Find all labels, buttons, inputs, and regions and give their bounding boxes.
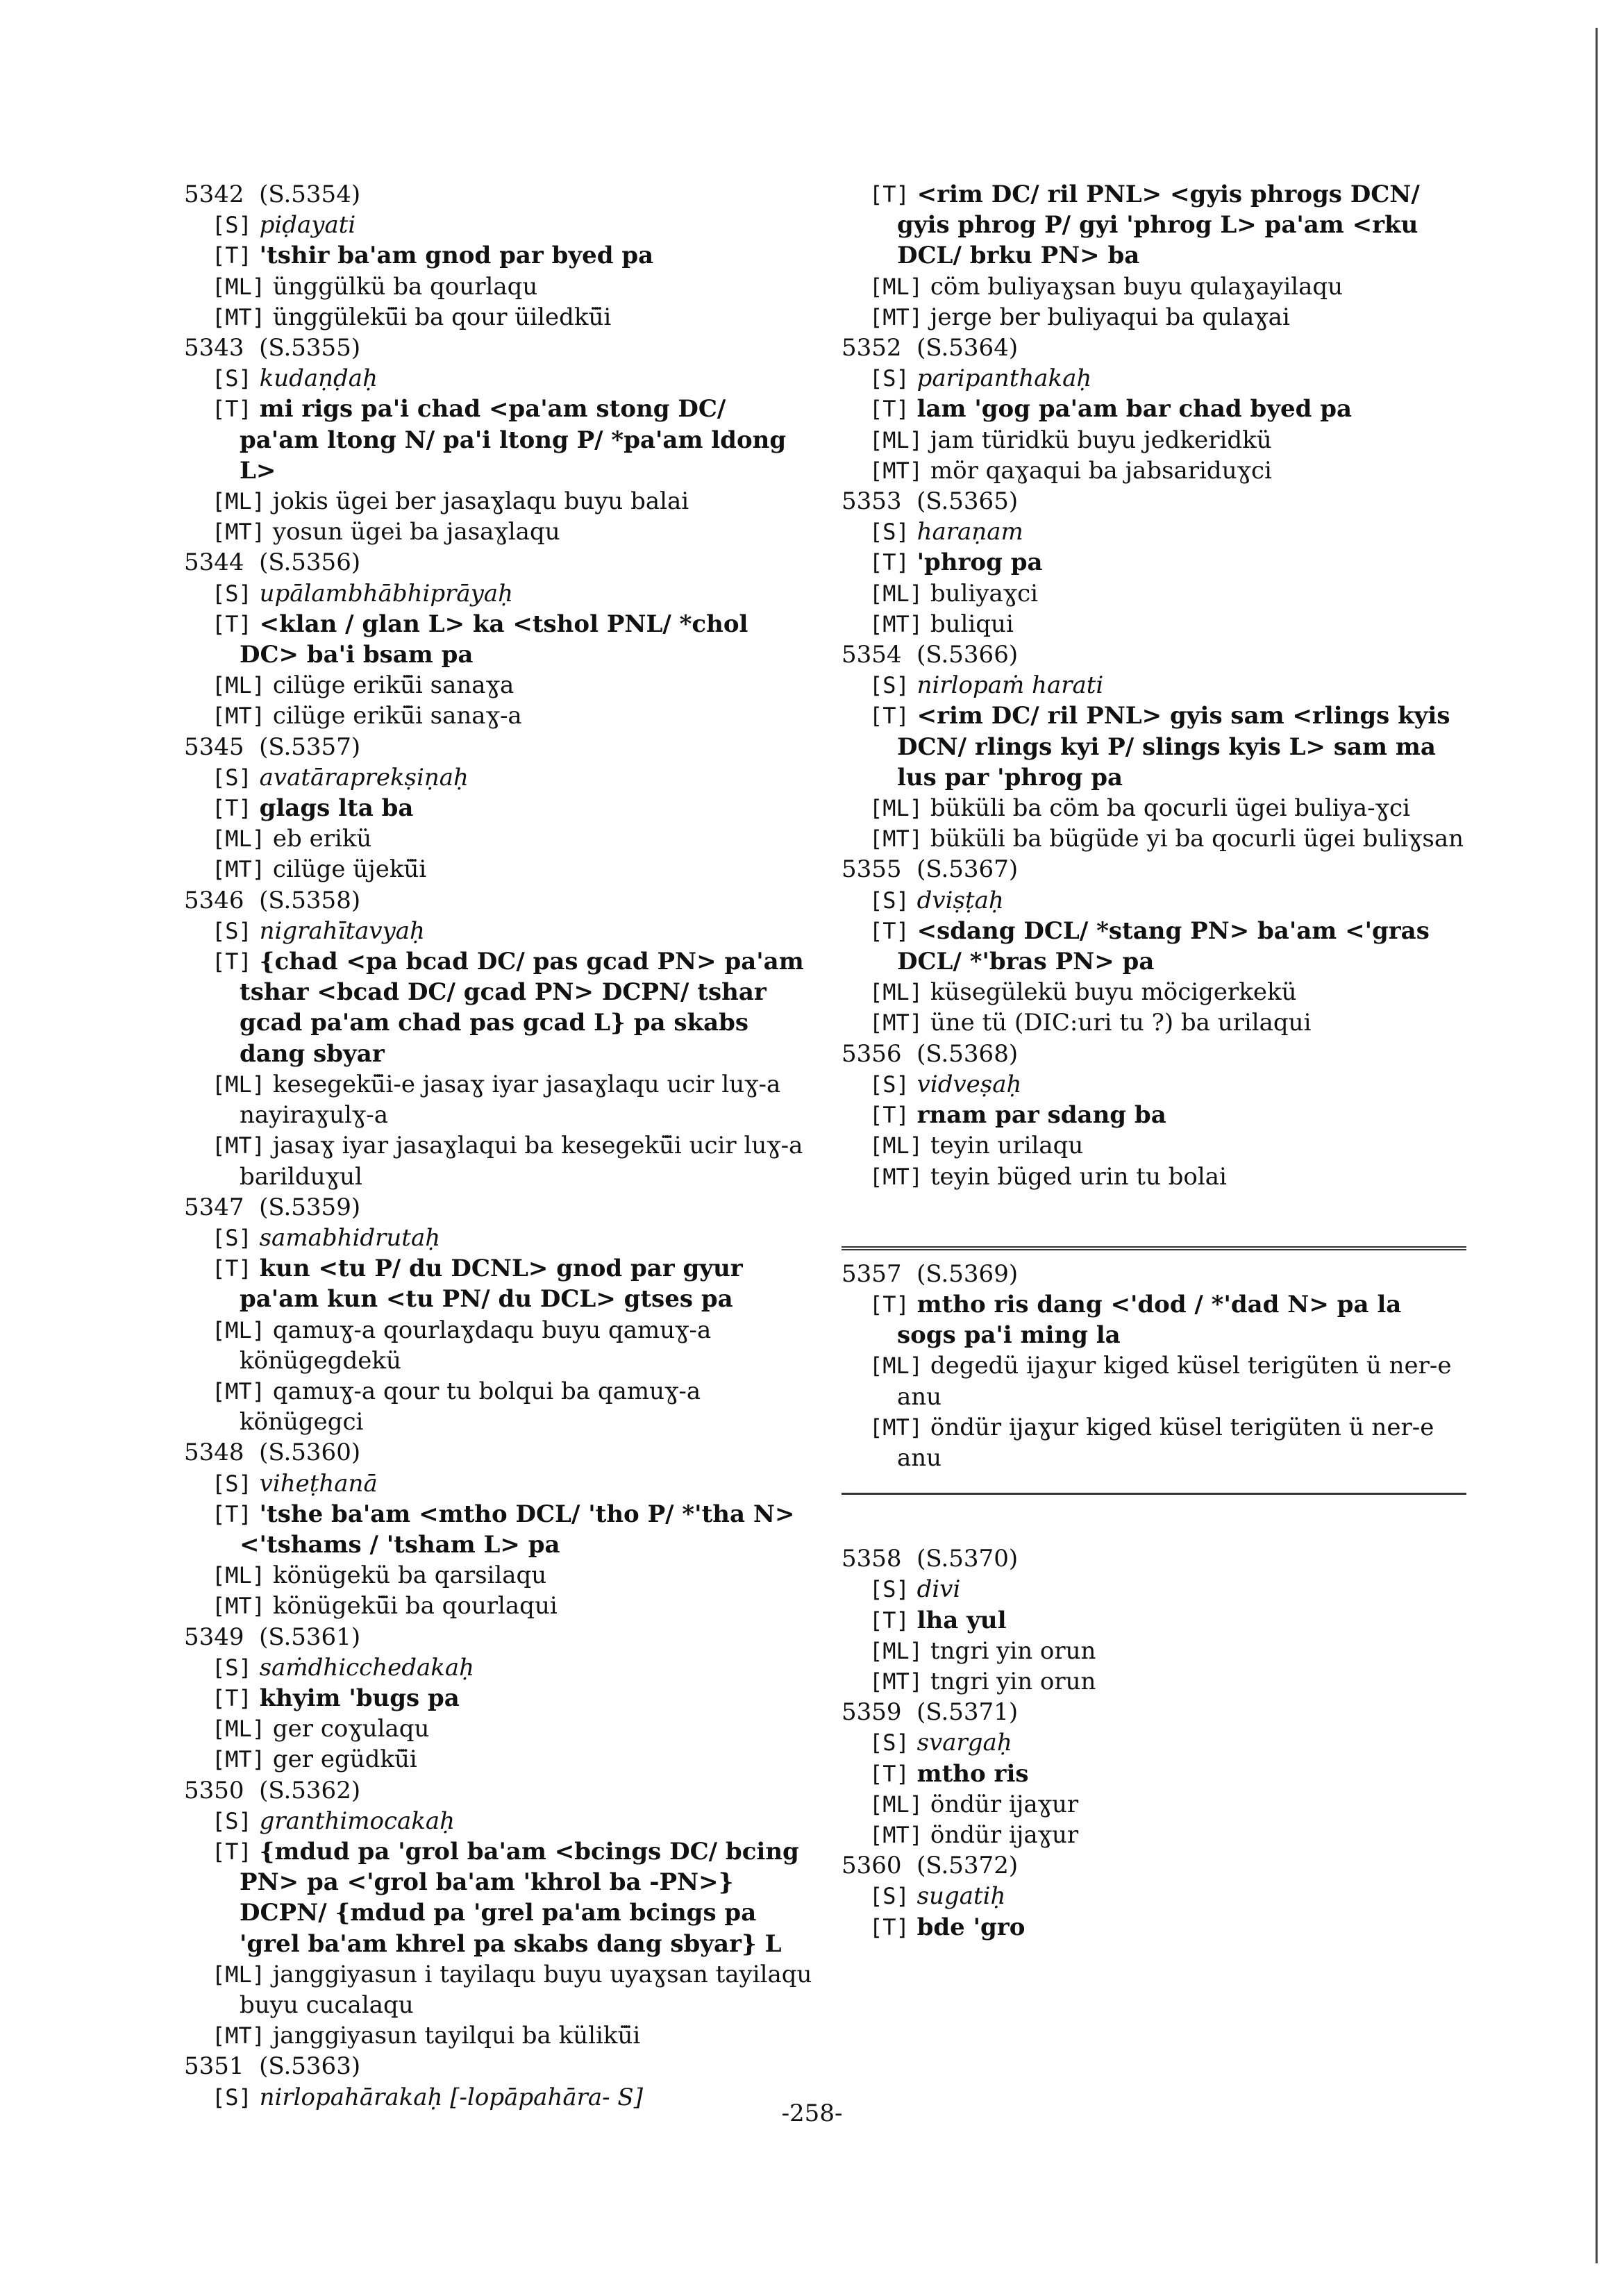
- entry-text: nigrahītavyaḥ: [259, 916, 425, 945]
- entry-line: [869, 1162, 1466, 1192]
- language-tag: [S]: [212, 2084, 252, 2111]
- entry-line: [212, 363, 812, 394]
- dictionary-entry: [842, 639, 1466, 854]
- language-tag: [ML]: [212, 1316, 266, 1343]
- language-tag: [MT]: [212, 703, 266, 730]
- entry-text: öndür ijaɣur: [930, 1820, 1079, 1849]
- entry-text: khyim 'bugs pa: [259, 1684, 460, 1712]
- language-tag: [S]: [869, 365, 910, 392]
- entry-line: [212, 240, 812, 271]
- entry-text: cilüge erikü̈i sanaɣa: [272, 671, 514, 700]
- page-number: -258-: [781, 2100, 843, 2127]
- language-tag: [T]: [869, 549, 910, 576]
- language-tag: [S]: [212, 1654, 252, 1681]
- language-tag: [T]: [212, 1684, 252, 1711]
- entry-line: [212, 271, 812, 302]
- entry-number: 5359 (S.5371): [842, 1698, 1019, 1727]
- language-tag: [ML]: [869, 1791, 923, 1818]
- language-tag: [S]: [212, 1807, 252, 1834]
- entry-line: [212, 486, 812, 517]
- entry-text: könügekü̈i ba qourlaqui: [272, 1592, 558, 1620]
- entry-line: [212, 1499, 812, 1560]
- language-tag: [S]: [212, 580, 252, 607]
- entry-line: [212, 1560, 812, 1591]
- entry-text: cilüge erikü̈i sanaɣ-a: [272, 702, 522, 730]
- entry-line: [869, 517, 1466, 547]
- language-tag: [T]: [869, 1913, 910, 1941]
- entry-text: paripanthakaḥ: [916, 364, 1092, 393]
- entry-number: 5347 (S.5359): [184, 1193, 361, 1221]
- entry-number: 5344 (S.5356): [184, 548, 361, 577]
- dictionary-entry: [184, 179, 812, 333]
- entry-text: janggiyasun i tayilaqu buyu uyaɣsan tayilaqu buyu cucalaqu: [240, 1960, 812, 2019]
- entry-line: [869, 670, 1466, 701]
- entry-line: [869, 363, 1466, 394]
- language-tag: [S]: [869, 672, 910, 699]
- entry-text: {chad <pa bcad DC/ pas gcad PN> pa'am tshar <bcad DC/ gcad PN> DCPN/ tshar gcad pa'am chad pas gcad L} pa skabs dang sbyar: [240, 948, 804, 1068]
- entry-text: nirlopaṁ harati: [916, 671, 1104, 700]
- language-tag: [T]: [869, 1102, 910, 1129]
- entry-text: divi: [916, 1575, 961, 1604]
- entry-text: viheṭhanā: [259, 1469, 378, 1498]
- entry-number: 5358 (S.5370): [842, 1545, 1019, 1573]
- entry-line: [212, 1591, 812, 1621]
- entry-line: [869, 271, 1466, 302]
- entry-text: svargaḥ: [916, 1729, 1012, 1757]
- entry-line: [212, 1713, 812, 1744]
- entry-number: 5342 (S.5354): [184, 181, 361, 208]
- entry-text: degedü ijaɣur kiged küsel terigüten ü ner-e anu: [897, 1352, 1452, 1411]
- language-tag: [T]: [869, 1291, 910, 1318]
- entry-text: 'tshir ba'am gnod par byed pa: [259, 242, 654, 270]
- language-tag: [ML]: [869, 795, 923, 822]
- language-tag: [T]: [212, 1255, 252, 1282]
- entry-text: <sdang DCL/ *stang PN> ba'am <'gras DCL/ *'bras PN> pa: [897, 916, 1430, 976]
- dictionary-entry: [184, 732, 812, 885]
- entry-line: [869, 1759, 1466, 1789]
- language-tag: [ML]: [212, 1562, 266, 1589]
- entry-text: vidveṣaḥ: [916, 1070, 1022, 1098]
- left-column: [184, 179, 812, 2113]
- entry-text: yosun ügei ba jasaɣlaqu: [272, 518, 560, 546]
- entry-line: [869, 1574, 1466, 1604]
- entry-text: cöm buliyaɣsan buyu qulaɣayilaqu: [930, 272, 1343, 301]
- language-tag: [S]: [212, 1224, 252, 1251]
- entry-text: buliyaɣci: [930, 579, 1039, 607]
- entry-line: [869, 547, 1466, 578]
- dictionary-entry: [842, 333, 1466, 486]
- entry-line: [212, 1376, 812, 1437]
- language-tag: [MT]: [212, 1746, 266, 1773]
- entry-line: [869, 1881, 1466, 1911]
- entry-text: qamuɣ-a qour tu bolqui ba qamuɣ-a könügegci: [240, 1377, 701, 1436]
- language-tag: [ML]: [212, 1716, 266, 1743]
- language-tag: [ML]: [869, 580, 923, 607]
- entry-text: glags lta ba: [259, 794, 414, 823]
- entry-number: 5360 (S.5372): [842, 1852, 1019, 1880]
- entry-text: bde 'gro: [916, 1913, 1026, 1941]
- language-tag: [T]: [869, 181, 910, 208]
- entry-line: [869, 916, 1466, 977]
- entry-text: granthimocakaḥ: [259, 1807, 455, 1835]
- language-tag: [ML]: [212, 273, 266, 300]
- entry-line: [212, 1836, 812, 1959]
- entry-line: [212, 762, 812, 793]
- entry-number: 5352 (S.5364): [842, 334, 1019, 362]
- entry-line: [212, 1130, 812, 1191]
- language-tag: [MT]: [212, 856, 266, 883]
- language-tag: [S]: [869, 887, 910, 914]
- language-tag: [MT]: [869, 1414, 923, 1441]
- entry-line: [212, 2020, 812, 2051]
- entry-line: [212, 1744, 812, 1775]
- entry-line: [212, 1959, 812, 2020]
- entry-number: 5345 (S.5357): [184, 732, 361, 761]
- entry-line: [212, 670, 812, 701]
- entry-text: lam 'gog pa'am bar chad byed pa: [916, 395, 1353, 424]
- entry-text: samabhidrutaḥ: [259, 1223, 441, 1252]
- language-tag: [MT]: [212, 303, 266, 330]
- entry-text: janggiyasun tayilqui ba külikü̈i: [272, 2022, 641, 2050]
- entry-line: [869, 1666, 1466, 1697]
- entry-line: [212, 302, 812, 333]
- language-tag: [ML]: [212, 488, 266, 515]
- entry-text: jerge ber buliyaqui ba qulaɣai: [930, 303, 1290, 331]
- entry-line: [869, 793, 1466, 823]
- entry-number: 5346 (S.5358): [184, 886, 361, 914]
- entry-line: [869, 1820, 1466, 1850]
- entry-text: jokis ügei ber jasaɣlaqu buyu balai: [272, 487, 689, 516]
- entry-line: [869, 179, 1466, 271]
- language-tag: [ML]: [869, 1352, 923, 1380]
- dictionary-entry: [184, 1622, 812, 1775]
- entry-text: teyin büged urin tu bolai: [930, 1162, 1227, 1191]
- entry-text: saṁdhicchedakaḥ: [259, 1653, 475, 1682]
- entry-number: 5349 (S.5361): [184, 1623, 361, 1651]
- dictionary-entry: [842, 486, 1466, 639]
- entry-number: 5348 (S.5360): [184, 1439, 361, 1467]
- entry-text: piḍayati: [259, 211, 356, 240]
- entry-line: [212, 1253, 812, 1314]
- language-tag: [MT]: [212, 1377, 266, 1405]
- entry-text: kun <tu P/ du DCNL> gnod par gyur pa'am kun <tu PN/ du DCL> gtses pa: [240, 1255, 743, 1314]
- language-tag: [T]: [869, 396, 910, 423]
- right-column-entries-after-box: [842, 1543, 1466, 1943]
- entry-line: [869, 425, 1466, 455]
- language-tag: [T]: [212, 610, 252, 637]
- entry-line: [212, 1683, 812, 1713]
- entry-line: [212, 609, 812, 670]
- entry-line: [212, 1468, 812, 1499]
- entry-line: [869, 823, 1466, 854]
- entry-text: ünggülkü ba qourlaqu: [272, 272, 538, 301]
- entry-line: [212, 517, 812, 547]
- right-column: [842, 179, 1466, 1943]
- entry-line: [869, 1789, 1466, 1820]
- dictionary-entry: [842, 1543, 1466, 1697]
- dictionary-entry: [184, 1192, 812, 1438]
- language-tag: [ML]: [212, 1961, 266, 1988]
- entry-text: 'tshe ba'am <mtho DCL/ 'tho P/ *'tha N> <'tshams / 'tsham L> pa: [240, 1500, 795, 1559]
- language-tag: [ML]: [212, 672, 266, 699]
- dictionary-entry: [842, 1697, 1466, 1850]
- entry-line: [869, 977, 1466, 1007]
- entry-text: cilüge üjekü̈i: [272, 855, 427, 884]
- entry-line: [869, 1350, 1466, 1411]
- language-tag: [T]: [212, 396, 252, 423]
- entry-line: [869, 394, 1466, 424]
- language-tag: [MT]: [869, 1821, 923, 1848]
- entry-text: mtho ris dang <'dod / *'dad N> pa la sogs pa'i ming la: [897, 1290, 1402, 1350]
- language-tag: [T]: [212, 795, 252, 822]
- language-tag: [ML]: [869, 1132, 923, 1159]
- language-tag: [S]: [869, 1576, 910, 1603]
- entry-line: [869, 455, 1466, 486]
- entry-text: mtho ris: [916, 1759, 1029, 1788]
- entry-text: jam türidkü buyu jedkeridkü: [930, 426, 1272, 454]
- entry-text: kudaṇḍaḥ: [259, 364, 378, 393]
- language-tag: [T]: [212, 1500, 252, 1527]
- entry-line: [212, 1652, 812, 1683]
- entry-line: [212, 701, 812, 731]
- language-tag: [MT]: [869, 457, 923, 484]
- language-tag: [S]: [212, 365, 252, 392]
- language-tag: [T]: [212, 1838, 252, 1865]
- entry-text: dviṣṭaḥ: [916, 886, 1004, 914]
- language-tag: [T]: [212, 948, 252, 975]
- entry-text: öndür ijaɣur: [930, 1790, 1079, 1818]
- entry-text: tngri yin orun: [930, 1636, 1096, 1665]
- language-tag: [T]: [869, 1607, 910, 1634]
- language-tag: [T]: [869, 917, 910, 944]
- language-tag: [T]: [869, 703, 910, 730]
- entry-text: <rim DC/ ril PNL> <gyis phrogs DCN/ gyis phrog P/ gyi 'phrog L> pa'am <rku DCL/ brku PN> ba: [897, 181, 1420, 270]
- entry-line: [869, 885, 1466, 916]
- dictionary-entry: [184, 885, 812, 1192]
- language-tag: [S]: [212, 917, 252, 944]
- entry-text: upālambhābhiprāyaḥ: [259, 579, 514, 607]
- entry-number: 5343 (S.5355): [184, 334, 361, 362]
- dictionary-entry: [184, 1437, 812, 1621]
- entry-text: üne tü (DIC:uri tu ?) ba urilaqui: [930, 1009, 1312, 1037]
- entry-line: [869, 609, 1466, 639]
- entry-number: 5351 (S.5363): [184, 2052, 361, 2081]
- language-tag: [S]: [212, 1470, 252, 1497]
- entry-number: 5357 (S.5369): [842, 1259, 1019, 1288]
- entry-text: rnam par sdang ba: [916, 1101, 1166, 1130]
- entry-line: [869, 578, 1466, 609]
- page-edge-line: [1596, 28, 1598, 2263]
- language-tag: [S]: [212, 764, 252, 791]
- entry-text: avatāraprekṣiṇaḥ: [259, 763, 469, 791]
- entry-line: [869, 1605, 1466, 1636]
- entry-line: [869, 701, 1466, 793]
- entry-text: ünggülekü̈i ba qour üiledkü̈i: [272, 303, 612, 331]
- entry-text: <rim DC/ ril PNL> gyis sam <rlings kyis DCN/ rlings kyi P/ slings kyis L> sam ma lus par 'phrog pa: [897, 702, 1450, 791]
- entry-line: [212, 210, 812, 240]
- language-tag: [S]: [869, 519, 910, 546]
- language-tag: [MT]: [869, 1668, 923, 1695]
- language-tag: [S]: [869, 1071, 910, 1098]
- entry-line: [212, 1223, 812, 1253]
- entry-line: [869, 1412, 1466, 1473]
- entry-text: könügekü ba qarsilaqu: [272, 1561, 547, 1590]
- entry-number: 5354 (S.5366): [842, 641, 1019, 669]
- dictionary-entry: [184, 547, 812, 731]
- entry-line: [869, 1007, 1466, 1038]
- entry-text: qamuɣ-a qourlaɣdaqu buyu qamuɣ-a könügegdekü: [240, 1316, 712, 1375]
- entry-text: nirlopahārakaḥ [-lopāpahāra- S]: [259, 2083, 643, 2111]
- entry-text: {mdud pa 'grol ba'am <bcings DC/ bcing PN> pa <'grol ba'am 'khrol ba -PN>} DCPN/ {mdud pa 'grel pa'am bcings pa 'grel ba'am khrel pa skabs dang sbyar} L: [240, 1837, 799, 1958]
- language-tag: [ML]: [869, 273, 923, 300]
- entry-line: [869, 1130, 1466, 1161]
- language-tag: [MT]: [212, 2022, 266, 2050]
- entry-text: mör qaɣaqui ba jabsariduɣci: [930, 456, 1272, 485]
- dictionary-entry: [842, 1259, 1466, 1473]
- language-tag: [MT]: [869, 303, 923, 330]
- language-tag: [S]: [212, 212, 252, 239]
- entry-text: lha yul: [916, 1606, 1007, 1634]
- entry-text: 'phrog pa: [916, 548, 1043, 577]
- dictionary-entry: [184, 1775, 812, 2052]
- entry-text: ger coɣulaqu: [272, 1715, 430, 1743]
- dictionary-entry: [842, 1039, 1466, 1192]
- language-tag: [S]: [869, 1729, 910, 1757]
- entry-line: [869, 1069, 1466, 1100]
- entry-text: haraṇam: [916, 518, 1023, 546]
- entry-line: [212, 578, 812, 609]
- language-tag: [MT]: [869, 1009, 923, 1037]
- entry-line: [212, 793, 812, 823]
- entry-line: [869, 1912, 1466, 1943]
- language-tag: [MT]: [869, 610, 923, 637]
- entry-text: sugatiḥ: [916, 1882, 1006, 1911]
- entry-line: [212, 854, 812, 885]
- language-tag: [MT]: [212, 519, 266, 546]
- language-tag: [MT]: [212, 1593, 266, 1620]
- entry-line: [869, 1636, 1466, 1666]
- language-tag: [S]: [869, 1883, 910, 1910]
- entry-number: 5353 (S.5365): [842, 487, 1019, 516]
- entry-line: [212, 946, 812, 1069]
- entry-text: eb erikü: [272, 825, 372, 853]
- entry-text: ger egüdkü̈i: [272, 1745, 417, 1774]
- language-tag: [ML]: [869, 426, 923, 453]
- entry-line: [212, 1069, 812, 1130]
- language-tag: [T]: [212, 242, 252, 269]
- boxed-entry: [842, 1246, 1466, 1495]
- entry-text: büküli ba cöm ba qocurli ügei buliya-ɣci: [930, 794, 1410, 823]
- entry-text: tngri yin orun: [930, 1667, 1096, 1695]
- entry-text: <klan / glan L> ka <tshol PNL/ *chol DC> ba'i bsam pa: [240, 610, 748, 669]
- entry-text: büküli ba bügüde yi ba qocurli ügei buliɣsan: [930, 825, 1464, 853]
- entry-text: jasaɣ iyar jasaɣlaqui ba kesegekü̈i ucir luɣ-a barilduɣul: [240, 1132, 803, 1191]
- entry-text: öndür ijaɣur kiged küsel terigüten ü ner-e anu: [897, 1413, 1434, 1472]
- entry-line: [869, 1727, 1466, 1758]
- entry-number: 5355 (S.5367): [842, 855, 1019, 884]
- language-tag: [ML]: [869, 1637, 923, 1664]
- entry-line: [212, 394, 812, 486]
- entry-line: [212, 1806, 812, 1836]
- entry-text: küsegülekü buyu möcigerkekü: [930, 978, 1297, 1007]
- entry-line: [212, 823, 812, 854]
- entry-line: [212, 916, 812, 946]
- entry-text: kesegekü̈i-e jasaɣ iyar jasaɣlaqu ucir luɣ-a nayiraɣulɣ-a: [240, 1070, 781, 1130]
- dictionary-entry: [842, 1850, 1466, 1943]
- entry-line: [869, 1289, 1466, 1350]
- entry-text: mi rigs pa'i chad <pa'am stong DC/ pa'am ltong N/ pa'i ltong P/ *pa'am ldong L>: [240, 395, 787, 485]
- language-tag: [ML]: [869, 979, 923, 1006]
- entry-number: 5350 (S.5362): [184, 1776, 361, 1804]
- dictionary-entry: [842, 854, 1466, 1038]
- entry-number: 5356 (S.5368): [842, 1039, 1019, 1068]
- entry-text: teyin urilaqu: [930, 1132, 1084, 1160]
- entry-line: [869, 302, 1466, 333]
- language-tag: [MT]: [212, 1132, 266, 1159]
- entry-line: [869, 1100, 1466, 1130]
- language-tag: [ML]: [212, 1071, 266, 1098]
- entry-text: buliqui: [930, 610, 1014, 638]
- dictionary-entry: [184, 333, 812, 547]
- language-tag: [MT]: [869, 1163, 923, 1190]
- dictionary-entry: [842, 179, 1466, 333]
- entry-line: [212, 1315, 812, 1376]
- language-tag: [T]: [869, 1760, 910, 1787]
- right-column-entries: [842, 179, 1466, 1192]
- language-tag: [ML]: [212, 826, 266, 853]
- language-tag: [MT]: [869, 826, 923, 853]
